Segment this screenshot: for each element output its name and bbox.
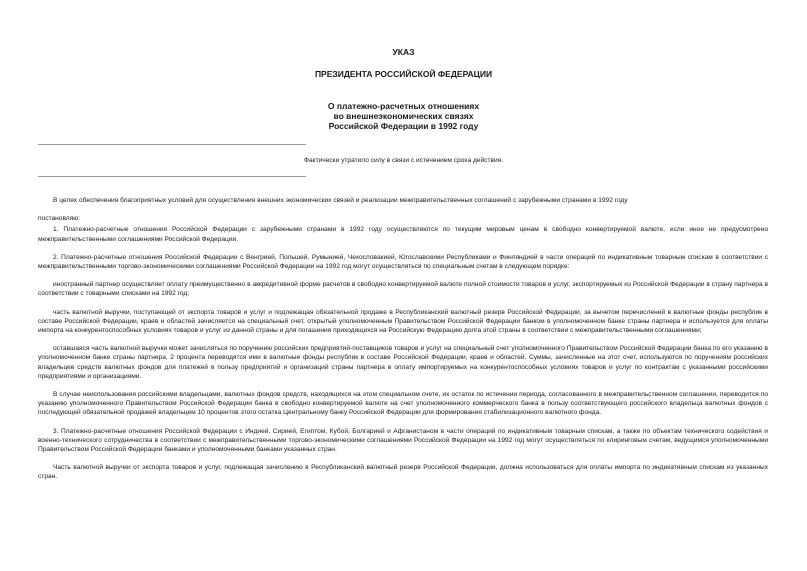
subject-line: во внешнеэкономических связях: [333, 111, 474, 121]
document-body: [38, 196, 768, 482]
clause-1-paragraph: 1. Платежно-расчетные отношения Российской Федерации с зарубежными странами в 1992 году осуществляются по текущим мировым ценам в свободно конвертируемой валюте, если иное не предусмотрено межправительственными соглашениями Российской Федерации.: [38, 226, 768, 243]
preamble-paragraph: В целях обеспечения благоприятных условий для осуществления внешних экономических связей и реализации межправительственных соглашений с зарубежными странами в 1992 году: [53, 197, 628, 204]
clause-2-paragraph: 2. Платежно-расчетные отношения Российской Федерации с Венгрией, Польшей, Румынией, Чехословакией, Югославскими Республиками и Финляндией в части операций по индикативным товарным спискам в соответствии с межправительственными торгово-экономическими соглашениями Российской Федерации на 1992 год могут осуществляться по специальным счетам в следующем порядке:: [38, 253, 768, 271]
divider-bottom: [38, 176, 306, 177]
document-type-title: УКАЗ: [392, 47, 415, 57]
clause-2-remainder-paragraph: В случае неиспользования российскими владельцами, валютных фондов средств, находящихся на этом специальном счете, их остаток по истечении периода, согласованного в межправительственном соглашении, переводится по указанию уполномоченного Правительством Российской Федерации банка в свободно конвертируемой валюте на счет уполномоченного коммерческого банка в пользу соответствующего российского владельца валютных фондов с последующей обязательной продажей владельцем 10 процентов этого остатка Центральному банку Российской Федерации для формирования стабилизационного валютного фонда.: [38, 391, 768, 417]
clause-3-followup-paragraph: Часть валютной выручки от экспорта товаров и услуг, подлежащая зачислению в Республиканский валютный резерв Российской Федерации, должна использоваться для оплаты импорта по индикативным спискам из указанных стран.: [38, 464, 768, 481]
decree-word: постановляю:: [38, 215, 81, 223]
subject-line: О платежно-расчетных отношениях: [327, 101, 480, 111]
issuer-title: ПРЕЗИДЕНТА РОССИЙСКОЙ ФЕДЕРАЦИИ: [314, 69, 493, 79]
clause-2-item-paragraph: часть валютной выручки, поступающей от экспорта товаров и услуг и подлежащая обязательной продаже в Республиканский валютный резерв Российской Федерации, за вычетом перечислений в валютные фонды республик в составе Российской Федерации, краев и областей зачисляется на специальный счет, открытый уполномоченным Правительством Российской Федерации банком в уполномоченном банке страны партнера и используется для оплаты импорта на конкурентоспособных условиях товаров и услуг из данной страны и для погашения приходящихся на Российскую Федерацию долга этой страны в соответствии с межправительственными соглашениями;: [38, 308, 768, 335]
subject-line: Российской Федерации в 1992 году: [328, 121, 479, 131]
clause-2-item-paragraph: иностранный партнер осуществляет оплату преимущественно в аккредитивной форме расчетов в свободно конвертируемой валюте полной стоимости товаров и услуг, экспортируемых из Российской Федерации в страну партнера в соответствии с товарными списками на 1992 год;: [38, 281, 768, 298]
status-note: Фактически утратило силу в связи с истечением срока действия.: [303, 157, 504, 164]
document-subject: [0, 101, 807, 131]
clause-3-paragraph: 3. Платежно-расчетные отношения Российской Федерации с Индией, Сирией, Египтом, Кубой, Болгарией и Афганистаном в части операций по индикативным товарным спискам, а также по объектам технического содействия и военно-технического сотрудничества в соответствии с межправительственными торгово-экономическими соглашениями Российской Федерации на 1992 год могут осуществляться по клиринговым счетам, ведущимся уполномоченными Правительством Российской Федерации банками и уполномоченными банками указанных стран.: [38, 427, 768, 454]
clause-2-item-paragraph: оставшаяся часть валютной выручки может зачисляться по поручению российских предприятий-поставщиков товаров и услуг на специальный счет уполномоченного Правительством Российской Федерации банка по его указанию в уполномоченном банке страны партнера, 2 процента переводятся ими в валютные фонды республик в составе Российской Федерации, краев и областей. Суммы, зачисленные на этот счет, используются по поручениям российских владельцев средств валютных фондов для платежей в пользу предприятий и организаций страны партнера в оплату импортируемых на конкурентоспособных условиях товаров и услуг по контрактам с указанными российскими предприятиями и организациями.: [38, 345, 768, 380]
divider-top: [38, 144, 306, 145]
